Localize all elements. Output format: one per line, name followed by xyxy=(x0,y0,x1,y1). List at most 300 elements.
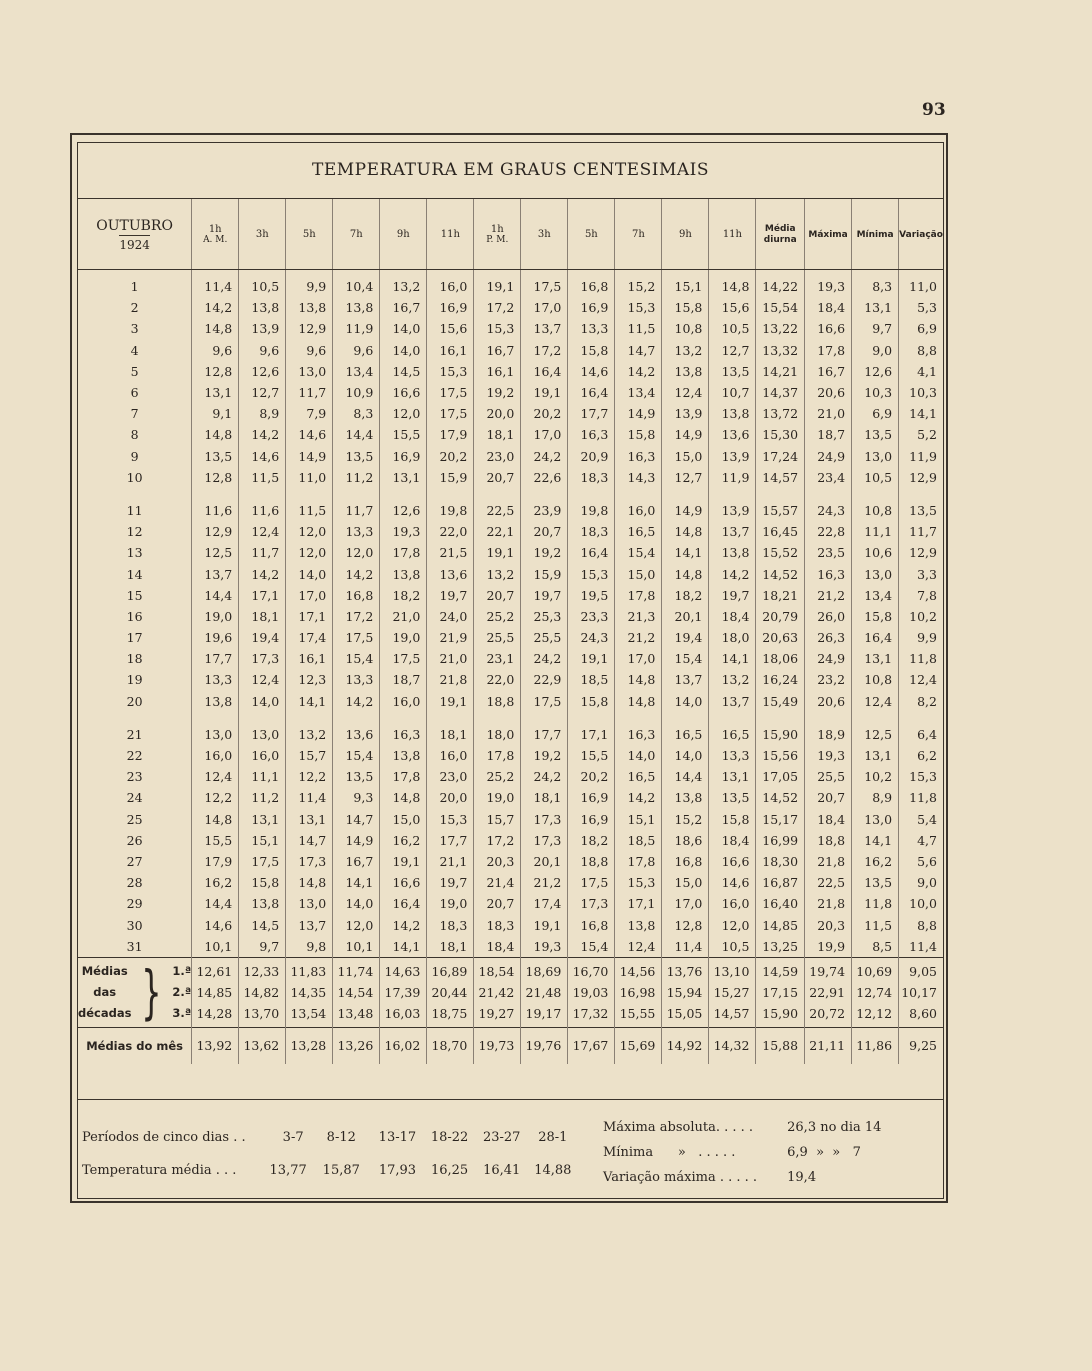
table-row xyxy=(78,361,943,382)
value-cell: 15,4 xyxy=(662,648,709,669)
value-cell: 16,87 xyxy=(756,872,805,893)
decade-mean-value: 15,90 xyxy=(762,1005,799,1021)
period-item: 23-27 xyxy=(482,1130,521,1145)
value-cell: 14,0 xyxy=(380,340,427,361)
value-cell: 16,6 xyxy=(380,382,427,403)
spacer-cell xyxy=(78,488,192,500)
decade-means-cell xyxy=(474,957,521,1027)
value-cell: 13,5 xyxy=(333,446,380,467)
value-cell: 16,0 xyxy=(192,745,239,766)
value-cell: 10,5 xyxy=(239,270,286,298)
value-cell: 15,52 xyxy=(756,542,805,563)
value-cell: 17,0 xyxy=(521,297,568,318)
table-row xyxy=(78,467,943,488)
month-mean-value: 13,26 xyxy=(333,1027,380,1064)
value-cell: 15,4 xyxy=(333,745,380,766)
value-cell: 11,4 xyxy=(899,936,943,958)
value-cell: 25,2 xyxy=(474,766,521,787)
value-cell: 4,7 xyxy=(899,830,943,851)
value-cell: 9,3 xyxy=(333,787,380,808)
value-cell: 13,8 xyxy=(239,893,286,914)
value-cell: 19,7 xyxy=(427,585,474,606)
month-mean-value: 16,02 xyxy=(380,1027,427,1064)
value-cell: 13,6 xyxy=(427,563,474,584)
value-cell: 24,9 xyxy=(805,446,852,467)
spacer-cell xyxy=(427,488,474,500)
spacer-cell xyxy=(192,712,239,724)
month-year-header xyxy=(78,199,192,270)
month-means-label: Médias do mês xyxy=(78,1027,192,1064)
day-cell: 17 xyxy=(126,630,143,646)
value-cell: 19,6 xyxy=(192,627,239,648)
value-cell: 8,2 xyxy=(899,691,943,712)
value-cell: 12,4 xyxy=(899,669,943,690)
day-cell: 9 xyxy=(130,448,139,464)
decade-means-cell xyxy=(427,957,474,1027)
column-header xyxy=(286,199,333,270)
value-cell: 11,2 xyxy=(333,467,380,488)
value-cell: 8,3 xyxy=(333,403,380,424)
period-item: 8-12 xyxy=(326,1130,356,1145)
value-cell: 19,8 xyxy=(427,500,474,521)
value-cell: 22,9 xyxy=(521,669,568,690)
value-cell: 20,7 xyxy=(805,787,852,808)
value-cell: 19,3 xyxy=(805,270,852,298)
column-header xyxy=(192,199,239,270)
value-cell: 12,8 xyxy=(192,361,239,382)
value-cell: 20,6 xyxy=(805,382,852,403)
table-row xyxy=(78,563,943,584)
var-value: 19,4 xyxy=(787,1170,817,1185)
value-cell: 17,2 xyxy=(474,297,521,318)
value-cell: 15,57 xyxy=(756,500,805,521)
value-cell: 16,9 xyxy=(427,297,474,318)
value-cell: 16,4 xyxy=(521,361,568,382)
value-cell: 13,3 xyxy=(333,521,380,542)
spacer-cell xyxy=(427,712,474,724)
value-cell: 13,3 xyxy=(192,669,239,690)
value-cell: 15,8 xyxy=(709,809,756,830)
value-cell: 10,8 xyxy=(852,669,899,690)
column-header-label: 7h xyxy=(349,228,363,240)
value-cell: 17,7 xyxy=(521,724,568,745)
value-cell: 12,2 xyxy=(192,787,239,808)
value-cell: 12,7 xyxy=(239,382,286,403)
value-cell: 19,2 xyxy=(521,542,568,563)
value-cell: 13,2 xyxy=(380,270,427,298)
decade-mean-value: 14,85 xyxy=(196,984,233,1000)
table-row xyxy=(78,382,943,403)
value-cell: 14,8 xyxy=(380,787,427,808)
value-cell: 14,37 xyxy=(756,382,805,403)
value-cell: 13,4 xyxy=(333,361,380,382)
value-cell: 26,0 xyxy=(805,606,852,627)
spacer-cell xyxy=(474,488,521,500)
value-cell: 20,7 xyxy=(474,893,521,914)
decade-mean-value: 16,89 xyxy=(431,963,468,979)
spacer-cell xyxy=(662,712,709,724)
value-cell: 16,0 xyxy=(615,500,662,521)
period-item: 13-17 xyxy=(378,1130,417,1145)
value-cell: 19,0 xyxy=(474,787,521,808)
value-cell: 14,0 xyxy=(333,893,380,914)
value-cell: 18,3 xyxy=(568,467,615,488)
month-mean-value: 18,70 xyxy=(427,1027,474,1064)
decade-mean-value: 14,57 xyxy=(713,1005,750,1021)
month-mean-value: 13,62 xyxy=(239,1027,286,1064)
decade-means-cell xyxy=(568,957,615,1027)
decade-means-cell xyxy=(756,957,805,1027)
value-cell: 11,8 xyxy=(852,893,899,914)
value-cell: 15,6 xyxy=(709,297,756,318)
value-cell: 16,8 xyxy=(568,270,615,298)
value-cell: 10,2 xyxy=(899,606,943,627)
value-cell: 15,5 xyxy=(192,830,239,851)
value-cell: 13,7 xyxy=(662,669,709,690)
value-cell: 13,7 xyxy=(521,318,568,339)
value-cell: 25,5 xyxy=(805,766,852,787)
value-cell: 12,8 xyxy=(192,467,239,488)
decade-mean-value: 13,10 xyxy=(713,963,750,979)
value-cell: 13,5 xyxy=(192,446,239,467)
value-cell: 14,8 xyxy=(286,872,333,893)
value-cell: 19,1 xyxy=(521,382,568,403)
value-cell: 14,1 xyxy=(333,872,380,893)
value-cell: 17,8 xyxy=(615,851,662,872)
temp-item: 14,88 xyxy=(534,1163,572,1178)
value-cell: 17,5 xyxy=(427,382,474,403)
value-cell: 20,7 xyxy=(521,521,568,542)
value-cell: 13,8 xyxy=(333,297,380,318)
value-cell: 13,8 xyxy=(239,297,286,318)
value-cell: 13,1 xyxy=(192,382,239,403)
spacer-cell xyxy=(756,712,805,724)
value-cell: 15,3 xyxy=(615,297,662,318)
value-cell: 20,3 xyxy=(805,914,852,935)
value-cell: 12,3 xyxy=(286,669,333,690)
column-header-label: 1h xyxy=(208,223,222,235)
value-cell: 20,0 xyxy=(474,403,521,424)
min-value: 6,9 » » 7 xyxy=(787,1145,861,1160)
decade-means-cell xyxy=(286,957,333,1027)
value-cell: 13,8 xyxy=(615,914,662,935)
decade-mean-value: 15,05 xyxy=(666,1005,703,1021)
temp-item: 17,93 xyxy=(378,1163,417,1178)
spacer-cell xyxy=(709,712,756,724)
value-cell: 14,1 xyxy=(899,403,943,424)
value-cell: 13,1 xyxy=(852,745,899,766)
value-cell: 19,9 xyxy=(805,936,852,958)
column-header-label: Máxima xyxy=(808,229,848,240)
table-row xyxy=(78,297,943,318)
value-cell: 13,5 xyxy=(333,766,380,787)
value-cell: 18,2 xyxy=(662,585,709,606)
column-header-label: 5h xyxy=(584,228,598,240)
value-cell: 13,9 xyxy=(239,318,286,339)
value-cell: 18,4 xyxy=(805,297,852,318)
value-cell: 14,1 xyxy=(662,542,709,563)
decade-mean-value: 20,72 xyxy=(809,1005,846,1021)
value-cell: 13,1 xyxy=(709,766,756,787)
value-cell: 16,9 xyxy=(380,446,427,467)
value-cell: 20,3 xyxy=(474,851,521,872)
table-row xyxy=(78,585,943,606)
value-cell: 11,7 xyxy=(239,542,286,563)
spacer-cell xyxy=(78,712,192,724)
table-row xyxy=(78,606,943,627)
value-cell: 14,1 xyxy=(852,830,899,851)
value-cell: 21,8 xyxy=(805,851,852,872)
column-header xyxy=(899,199,943,270)
column-header xyxy=(805,199,852,270)
value-cell: 10,5 xyxy=(709,318,756,339)
value-cell: 22,5 xyxy=(474,500,521,521)
value-cell: 16,8 xyxy=(568,914,615,935)
value-cell: 16,2 xyxy=(380,830,427,851)
decade-number: 1.ª xyxy=(172,963,192,978)
value-cell: 14,0 xyxy=(615,745,662,766)
decade-mean-value: 12,12 xyxy=(856,1005,893,1021)
column-header-label: 9h xyxy=(396,228,410,240)
value-cell: 8,5 xyxy=(852,936,899,958)
value-cell: 14,1 xyxy=(380,936,427,958)
value-cell: 13,3 xyxy=(568,318,615,339)
day-cell: 19 xyxy=(126,672,143,688)
value-cell: 11,7 xyxy=(286,382,333,403)
value-cell: 14,52 xyxy=(756,787,805,808)
month-label: OUTUBRO xyxy=(96,217,173,234)
month-mean-value: 14,32 xyxy=(709,1027,756,1064)
decade-means-cell xyxy=(380,957,427,1027)
decade-mean-value: 14,82 xyxy=(243,984,280,1000)
value-cell: 15,3 xyxy=(568,563,615,584)
decade-number: 3.ª xyxy=(172,1005,192,1020)
value-cell: 19,3 xyxy=(805,745,852,766)
value-cell: 13,7 xyxy=(709,521,756,542)
decade-words xyxy=(78,961,131,1024)
value-cell: 10,1 xyxy=(333,936,380,958)
value-cell: 15,8 xyxy=(852,606,899,627)
day-cell: 27 xyxy=(126,853,143,869)
value-cell: 19,1 xyxy=(427,691,474,712)
column-header-label: Média diurna xyxy=(763,224,797,245)
value-cell: 14,8 xyxy=(192,809,239,830)
value-cell: 17,1 xyxy=(239,585,286,606)
day-cell: 1 xyxy=(130,279,139,295)
value-cell: 15,1 xyxy=(239,830,286,851)
value-cell: 20,0 xyxy=(427,787,474,808)
day-cell: 11 xyxy=(126,502,143,518)
value-cell: 18,4 xyxy=(474,936,521,958)
table-row xyxy=(78,424,943,445)
am-label: A. M. xyxy=(203,234,228,245)
value-cell: 9,6 xyxy=(333,340,380,361)
value-cell: 13,8 xyxy=(709,403,756,424)
value-cell: 20,6 xyxy=(805,691,852,712)
value-cell: 13,4 xyxy=(615,382,662,403)
value-cell: 17,1 xyxy=(568,724,615,745)
table-row xyxy=(78,500,943,521)
value-cell: 17,3 xyxy=(239,648,286,669)
month-mean-value: 19,76 xyxy=(521,1027,568,1064)
decade-mean-value: 13,48 xyxy=(337,1005,374,1021)
value-cell: 20,63 xyxy=(756,627,805,648)
value-cell: 10,2 xyxy=(852,766,899,787)
spacer-cell xyxy=(380,488,427,500)
value-cell: 13,5 xyxy=(852,872,899,893)
column-header-label: 3h xyxy=(255,228,269,240)
column-header xyxy=(756,199,805,270)
value-cell: 11,4 xyxy=(286,787,333,808)
value-cell: 11,0 xyxy=(899,270,943,298)
value-cell: 18,6 xyxy=(662,830,709,851)
value-cell: 15,7 xyxy=(474,809,521,830)
spacer-cell xyxy=(899,488,943,500)
value-cell: 14,2 xyxy=(333,691,380,712)
value-cell: 14,9 xyxy=(662,500,709,521)
decade-means-cell xyxy=(662,957,709,1027)
column-header xyxy=(662,199,709,270)
value-cell: 10,7 xyxy=(709,382,756,403)
value-cell: 11,4 xyxy=(192,270,239,298)
value-cell: 16,4 xyxy=(380,893,427,914)
value-cell: 14,2 xyxy=(239,563,286,584)
value-cell: 16,1 xyxy=(427,340,474,361)
table-row xyxy=(78,270,943,298)
decade-means-cell xyxy=(805,957,852,1027)
value-cell: 18,3 xyxy=(568,521,615,542)
mean-temperatures xyxy=(82,1163,575,1178)
value-cell: 16,1 xyxy=(474,361,521,382)
decade-means-cell xyxy=(615,957,662,1027)
value-cell: 18,1 xyxy=(427,724,474,745)
value-cell: 6,9 xyxy=(899,318,943,339)
temperature-table xyxy=(78,199,943,1064)
value-cell: 17,9 xyxy=(192,851,239,872)
value-cell: 14,4 xyxy=(662,766,709,787)
value-cell: 17,2 xyxy=(521,340,568,361)
value-cell: 12,0 xyxy=(709,914,756,935)
spacer-cell xyxy=(852,488,899,500)
max-value: 26,3 no dia 14 xyxy=(787,1120,882,1135)
value-cell: 16,1 xyxy=(286,648,333,669)
value-cell: 23,9 xyxy=(521,500,568,521)
value-cell: 16,99 xyxy=(756,830,805,851)
decade-mean-value: 16,98 xyxy=(619,984,656,1000)
value-cell: 13,3 xyxy=(333,669,380,690)
value-cell: 18,8 xyxy=(568,851,615,872)
value-cell: 19,7 xyxy=(521,585,568,606)
spacer-cell xyxy=(568,488,615,500)
month-mean-value: 13,28 xyxy=(286,1027,333,1064)
value-cell: 18,1 xyxy=(521,787,568,808)
min-label: Mínima » . . . . . xyxy=(603,1145,736,1160)
value-cell: 17,0 xyxy=(615,648,662,669)
value-cell: 17,8 xyxy=(474,745,521,766)
value-cell: 11,7 xyxy=(899,521,943,542)
table-row xyxy=(78,627,943,648)
value-cell: 16,6 xyxy=(709,851,756,872)
table-row xyxy=(78,446,943,467)
value-cell: 22,0 xyxy=(427,521,474,542)
decade-mean-value: 19,74 xyxy=(809,963,846,979)
decade-number: 2.ª xyxy=(172,984,192,999)
decade-means-cell xyxy=(852,957,899,1027)
value-cell: 19,1 xyxy=(521,914,568,935)
value-cell: 13,8 xyxy=(662,361,709,382)
value-cell: 13,8 xyxy=(662,787,709,808)
value-cell: 13,5 xyxy=(709,787,756,808)
value-cell: 14,4 xyxy=(333,424,380,445)
value-cell: 19,3 xyxy=(521,936,568,958)
table-inner-frame xyxy=(77,142,944,1199)
value-cell: 16,7 xyxy=(805,361,852,382)
decade-means-cell xyxy=(709,957,756,1027)
value-cell: 15,54 xyxy=(756,297,805,318)
value-cell: 17,0 xyxy=(662,893,709,914)
value-cell: 17,24 xyxy=(756,446,805,467)
page-number: 93 xyxy=(922,100,946,120)
value-cell: 19,2 xyxy=(474,382,521,403)
max-label: Máxima absoluta. . . . . xyxy=(603,1120,754,1135)
value-cell: 16,0 xyxy=(380,691,427,712)
five-day-periods xyxy=(82,1130,575,1145)
day-cell: 21 xyxy=(126,726,143,742)
value-cell: 12,9 xyxy=(899,542,943,563)
decade-spacer xyxy=(78,712,943,724)
value-cell: 15,0 xyxy=(662,872,709,893)
value-cell: 13,0 xyxy=(286,361,333,382)
month-mean-value: 11,86 xyxy=(852,1027,899,1064)
value-cell: 12,6 xyxy=(239,361,286,382)
spacer-cell xyxy=(615,488,662,500)
decade-means-label-cell xyxy=(78,957,192,1027)
day-cell: 16 xyxy=(126,608,143,624)
day-cell: 29 xyxy=(126,896,143,912)
value-cell: 16,0 xyxy=(427,270,474,298)
decade-mean-value: 13,70 xyxy=(243,1005,280,1021)
value-cell: 13,5 xyxy=(852,424,899,445)
value-cell: 15,3 xyxy=(615,872,662,893)
value-cell: 15,1 xyxy=(615,809,662,830)
value-cell: 19,7 xyxy=(427,872,474,893)
value-cell: 17,5 xyxy=(568,872,615,893)
value-cell: 21,9 xyxy=(427,627,474,648)
value-cell: 23,2 xyxy=(805,669,852,690)
decade-mean-value: 19,27 xyxy=(478,1005,515,1021)
value-cell: 16,4 xyxy=(568,382,615,403)
value-cell: 14,2 xyxy=(239,424,286,445)
value-cell: 21,8 xyxy=(427,669,474,690)
value-cell: 14,8 xyxy=(192,424,239,445)
absolute-max xyxy=(603,1120,881,1135)
value-cell: 23,4 xyxy=(805,467,852,488)
spacer-cell xyxy=(286,712,333,724)
value-cell: 12,4 xyxy=(852,691,899,712)
decade-mean-value: 19,03 xyxy=(572,984,609,1000)
value-cell: 17,9 xyxy=(427,424,474,445)
value-cell: 21,0 xyxy=(805,403,852,424)
value-cell: 16,5 xyxy=(615,521,662,542)
day-cell: 10 xyxy=(126,469,143,485)
value-cell: 17,8 xyxy=(615,585,662,606)
value-cell: 18,21 xyxy=(756,585,805,606)
day-cell: 13 xyxy=(126,545,143,561)
day-cell: 22 xyxy=(126,748,143,764)
decade-mean-value: 14,35 xyxy=(290,984,327,1000)
decade-mean-value: 22,91 xyxy=(809,984,846,1000)
table-row xyxy=(78,724,943,745)
